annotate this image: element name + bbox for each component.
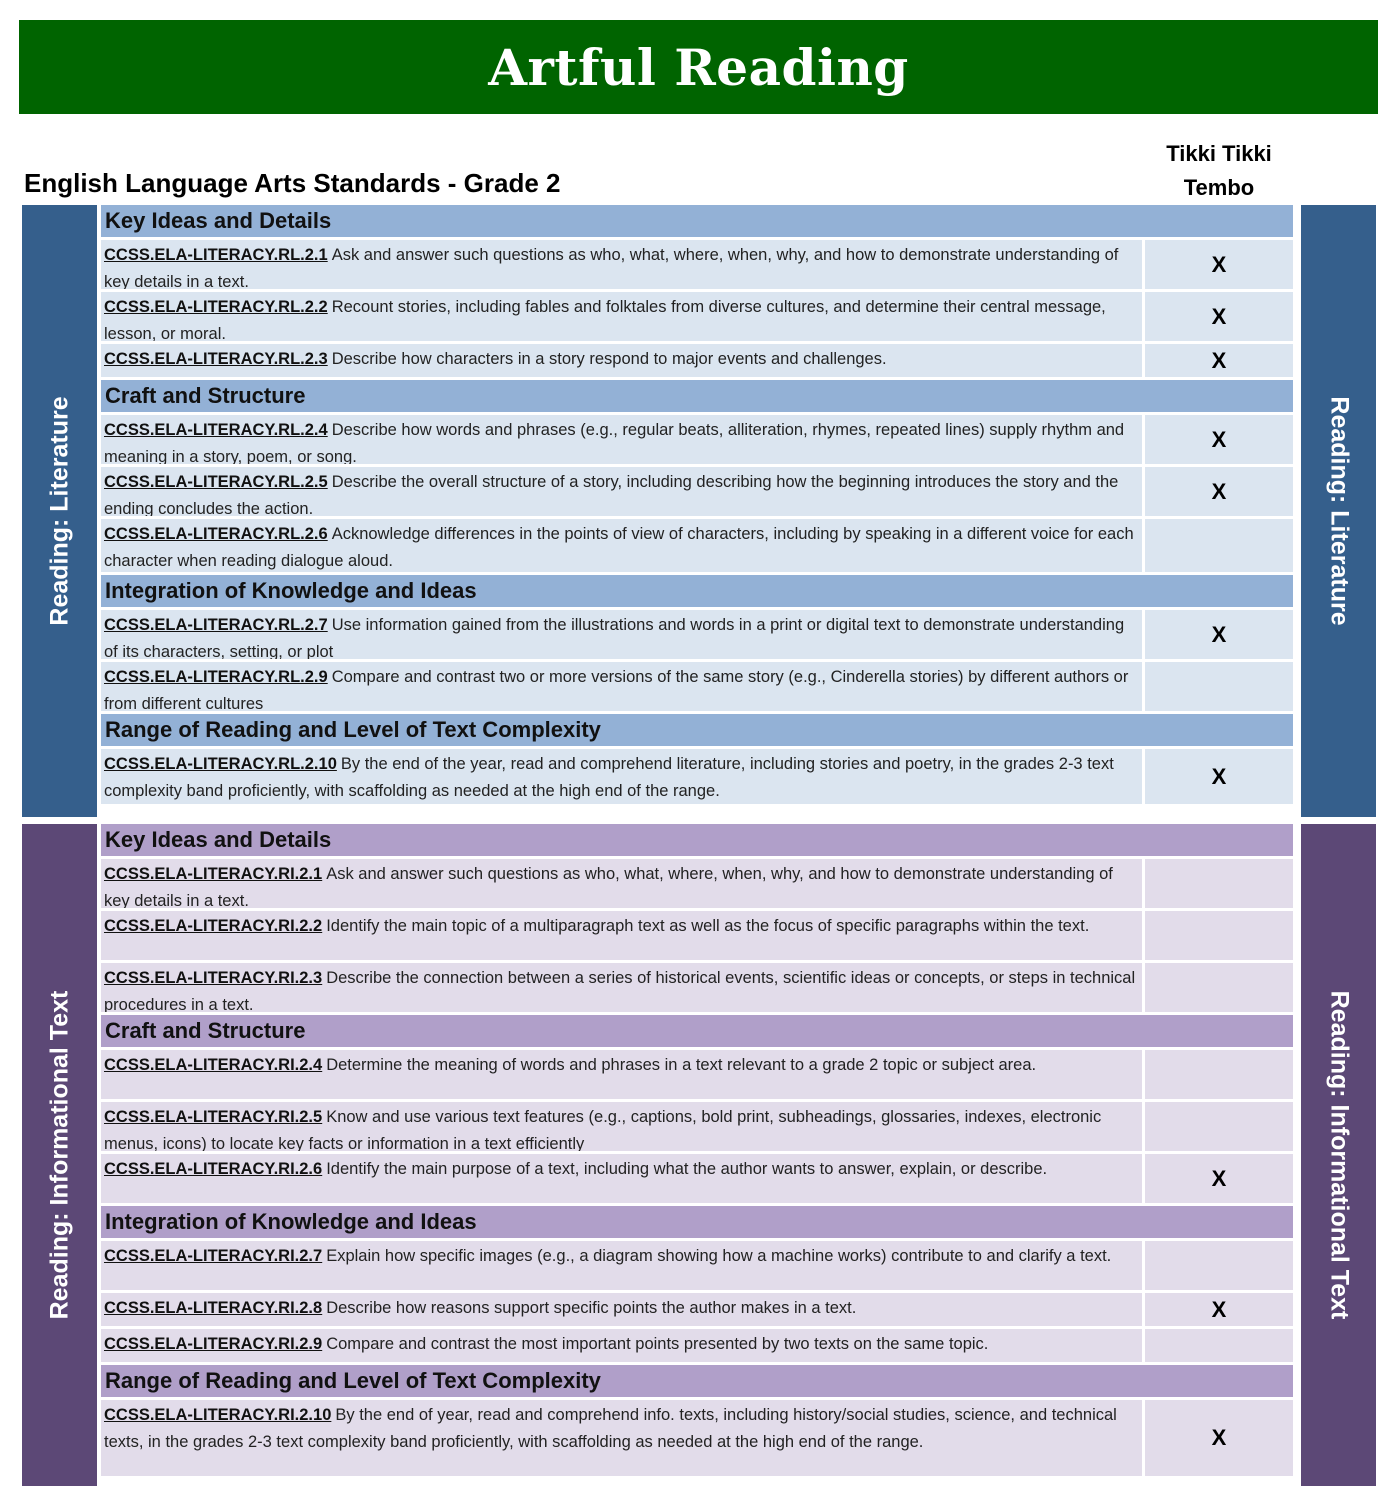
standard-description [101,415,1142,464]
section-side-label-right [1301,205,1376,817]
coverage-mark [1145,859,1293,908]
standard-row [101,662,1293,711]
standard-description [101,1293,1142,1326]
standard-row [101,1050,1293,1099]
standard-description [101,749,1142,804]
coverage-mark: X [1145,749,1293,804]
standard-row [101,1293,1293,1326]
standard-row [101,1102,1293,1151]
standard-code-link[interactable]: CCSS.ELA-LITERACY.RL.2.9 [104,668,328,686]
standard-text: Use information gained from the illustrations and words in a print or digital text to demonstrate understanding of its characters, setting, or plot [104,616,1125,659]
standard-description [101,1241,1142,1290]
coverage-mark: X [1145,292,1293,341]
standard-description [101,519,1142,572]
coverage-mark: X [1145,1293,1293,1326]
standard-text: Identify the main topic of a multiparagraph text as well as the focus of specific paragraphs within the text. [326,917,1090,935]
standard-code-link[interactable]: CCSS.ELA-LITERACY.RL.2.7 [104,616,328,634]
section-label: Reading: Informational Text [45,990,73,1320]
group-heading: Integration of Knowledge and Ideas [101,575,1293,607]
standard-description [101,963,1142,1012]
standard-code-link[interactable]: CCSS.ELA-LITERACY.RI.2.10 [104,1406,332,1424]
standard-code-link[interactable]: CCSS.ELA-LITERACY.RI.2.1 [104,865,323,883]
standard-text: Compare and contrast the most important points presented by two texts on the same topic. [326,1335,989,1353]
coverage-mark [1145,1329,1293,1362]
standard-code-link[interactable]: CCSS.ELA-LITERACY.RI.2.7 [104,1247,323,1265]
standard-code-link[interactable]: CCSS.ELA-LITERACY.RI.2.8 [104,1299,323,1317]
standards-column [101,205,1293,807]
coverage-mark [1145,1241,1293,1290]
standard-text: Determine the meaning of words and phrases in a text relevant to a grade 2 topic or subject area. [326,1056,1037,1074]
standard-description [101,467,1142,516]
standard-row [101,240,1293,289]
coverage-mark: X [1145,1154,1293,1203]
section-reading-literature [22,205,1376,817]
standard-code-link[interactable]: CCSS.ELA-LITERACY.RL.2.3 [104,350,328,368]
standard-description [101,292,1142,341]
standard-row [101,1400,1293,1476]
coverage-mark [1145,1102,1293,1151]
standard-description [101,662,1142,711]
standard-code-link[interactable]: CCSS.ELA-LITERACY.RL.2.2 [104,298,328,316]
coverage-mark: X [1145,415,1293,464]
standard-row [101,467,1293,516]
group-heading: Key Ideas and Details [101,205,1293,237]
standard-code-link[interactable]: CCSS.ELA-LITERACY.RL.2.10 [104,755,337,773]
standard-text: Ask and answer such questions as who, what, where, when, why, and how to demonstrate understanding of key details in a text. [104,246,1119,289]
standard-description [101,344,1142,377]
coverage-mark [1145,963,1293,1012]
group-heading: Key Ideas and Details [101,824,1293,856]
group-heading: Craft and Structure [101,380,1293,412]
standard-text: Recount stories, including fables and folktales from diverse cultures, and determine their central message, lesson, or moral. [104,298,1106,341]
standard-text: Describe the connection between a series of historical events, scientific ideas or concepts, or steps in technical procedures in a text. [104,969,1136,1012]
standard-text: By the end of year, read and comprehend info. texts, including history/social studies, science, and technical texts, in the grades 2-3 text complexity band proficiently, with scaffolding as needed at the high end of the range. [104,1406,1117,1451]
standard-text: Describe how characters in a story respond to major events and challenges. [331,350,887,368]
standard-row [101,415,1293,464]
standard-code-link[interactable]: CCSS.ELA-LITERACY.RL.2.4 [104,421,328,439]
standard-row [101,1154,1293,1203]
standard-row [101,1329,1293,1362]
standard-row [101,519,1293,572]
section-side-label-right [1301,824,1376,1486]
standard-code-link[interactable]: CCSS.ELA-LITERACY.RL.2.6 [104,525,328,543]
coverage-mark: X [1145,467,1293,516]
standard-text: Explain how specific images (e.g., a diagram showing how a machine works) contribute to and clarify a text. [326,1247,1112,1265]
standard-text: Acknowledge differences in the points of view of characters, including by speaking in a different voice for each character when reading dialogue aloud. [104,525,1134,570]
standards-subtitle: English Language Arts Standards - Grade 2 [24,168,561,198]
standard-code-link[interactable]: CCSS.ELA-LITERACY.RL.2.5 [104,473,328,491]
section-reading-informational [22,824,1376,1486]
standard-text: Describe how words and phrases (e.g., regular beats, alliteration, rhymes, repeated lines) supply rhythm and meaning in a story, poem, or song. [104,421,1125,464]
standard-text: Describe how reasons support specific points the author makes in a text. [326,1299,857,1317]
standard-row [101,292,1293,341]
standard-code-link[interactable]: CCSS.ELA-LITERACY.RI.2.9 [104,1335,323,1353]
standard-row [101,749,1293,804]
standard-code-link[interactable]: CCSS.ELA-LITERACY.RI.2.4 [104,1056,323,1074]
standard-code-link[interactable]: CCSS.ELA-LITERACY.RI.2.6 [104,1160,323,1178]
coverage-mark [1145,662,1293,711]
standard-description [101,1329,1142,1362]
standard-text: Compare and contrast two or more versions of the same story (e.g., Cinderella stories) by different authors or from different cultures [104,668,1129,711]
standard-description [101,911,1142,960]
group-heading: Integration of Knowledge and Ideas [101,1206,1293,1238]
standard-row [101,911,1293,960]
section-side-label-left [22,824,97,1486]
coverage-mark [1145,1050,1293,1099]
standard-description [101,1154,1142,1203]
section-label: Reading: Informational Text [1325,990,1353,1320]
standard-row [101,859,1293,908]
standard-description [101,1050,1142,1099]
group-heading: Craft and Structure [101,1015,1293,1047]
standard-text: Describe the overall structure of a story, including describing how the beginning introduces the story and the ending concludes the action. [104,473,1119,516]
coverage-mark: X [1145,1400,1293,1476]
coverage-mark [1145,519,1293,572]
standard-row [101,610,1293,659]
standard-description [101,1400,1142,1476]
page-title: Artful Reading [488,37,909,97]
coverage-mark [1145,911,1293,960]
section-side-label-left [22,205,97,817]
standard-text: By the end of the year, read and comprehend literature, including stories and poetry, in the grades 2-3 text complexity band proficiently, with scaffolding as needed at the high end of the range. [104,755,1114,800]
group-heading: Range of Reading and Level of Text Complexity [101,1365,1293,1397]
standard-code-link[interactable]: CCSS.ELA-LITERACY.RI.2.3 [104,969,323,987]
book-column-header: Tikki Tikki Tembo [1166,141,1272,200]
standard-row [101,1241,1293,1290]
coverage-mark: X [1145,610,1293,659]
standard-description [101,610,1142,659]
standard-row [101,344,1293,377]
standard-code-link[interactable]: CCSS.ELA-LITERACY.RL.2.1 [104,246,328,264]
standard-text: Know and use various text features (e.g., captions, bold print, subheadings, glossaries, indexes, electronic menus, icons) to locate key facts or information in a text efficiently [104,1108,1102,1151]
standard-row [101,963,1293,1012]
section-label: Reading: Literature [1325,396,1353,626]
title-banner [19,20,1378,114]
coverage-mark: X [1145,344,1293,377]
standard-code-link[interactable]: CCSS.ELA-LITERACY.RI.2.5 [104,1108,323,1126]
standard-description [101,1102,1142,1151]
group-heading: Range of Reading and Level of Text Complexity [101,714,1293,746]
standards-column [101,824,1293,1479]
standard-text: Identify the main purpose of a text, including what the author wants to answer, explain, or describe. [326,1160,1048,1178]
section-label: Reading: Literature [45,396,73,626]
standard-code-link[interactable]: CCSS.ELA-LITERACY.RI.2.2 [104,917,323,935]
standard-description [101,859,1142,908]
standard-text: Ask and answer such questions as who, what, where, when, why, and how to demonstrate understanding of key details in a text. [104,865,1113,908]
coverage-mark: X [1145,240,1293,289]
standard-description [101,240,1142,289]
